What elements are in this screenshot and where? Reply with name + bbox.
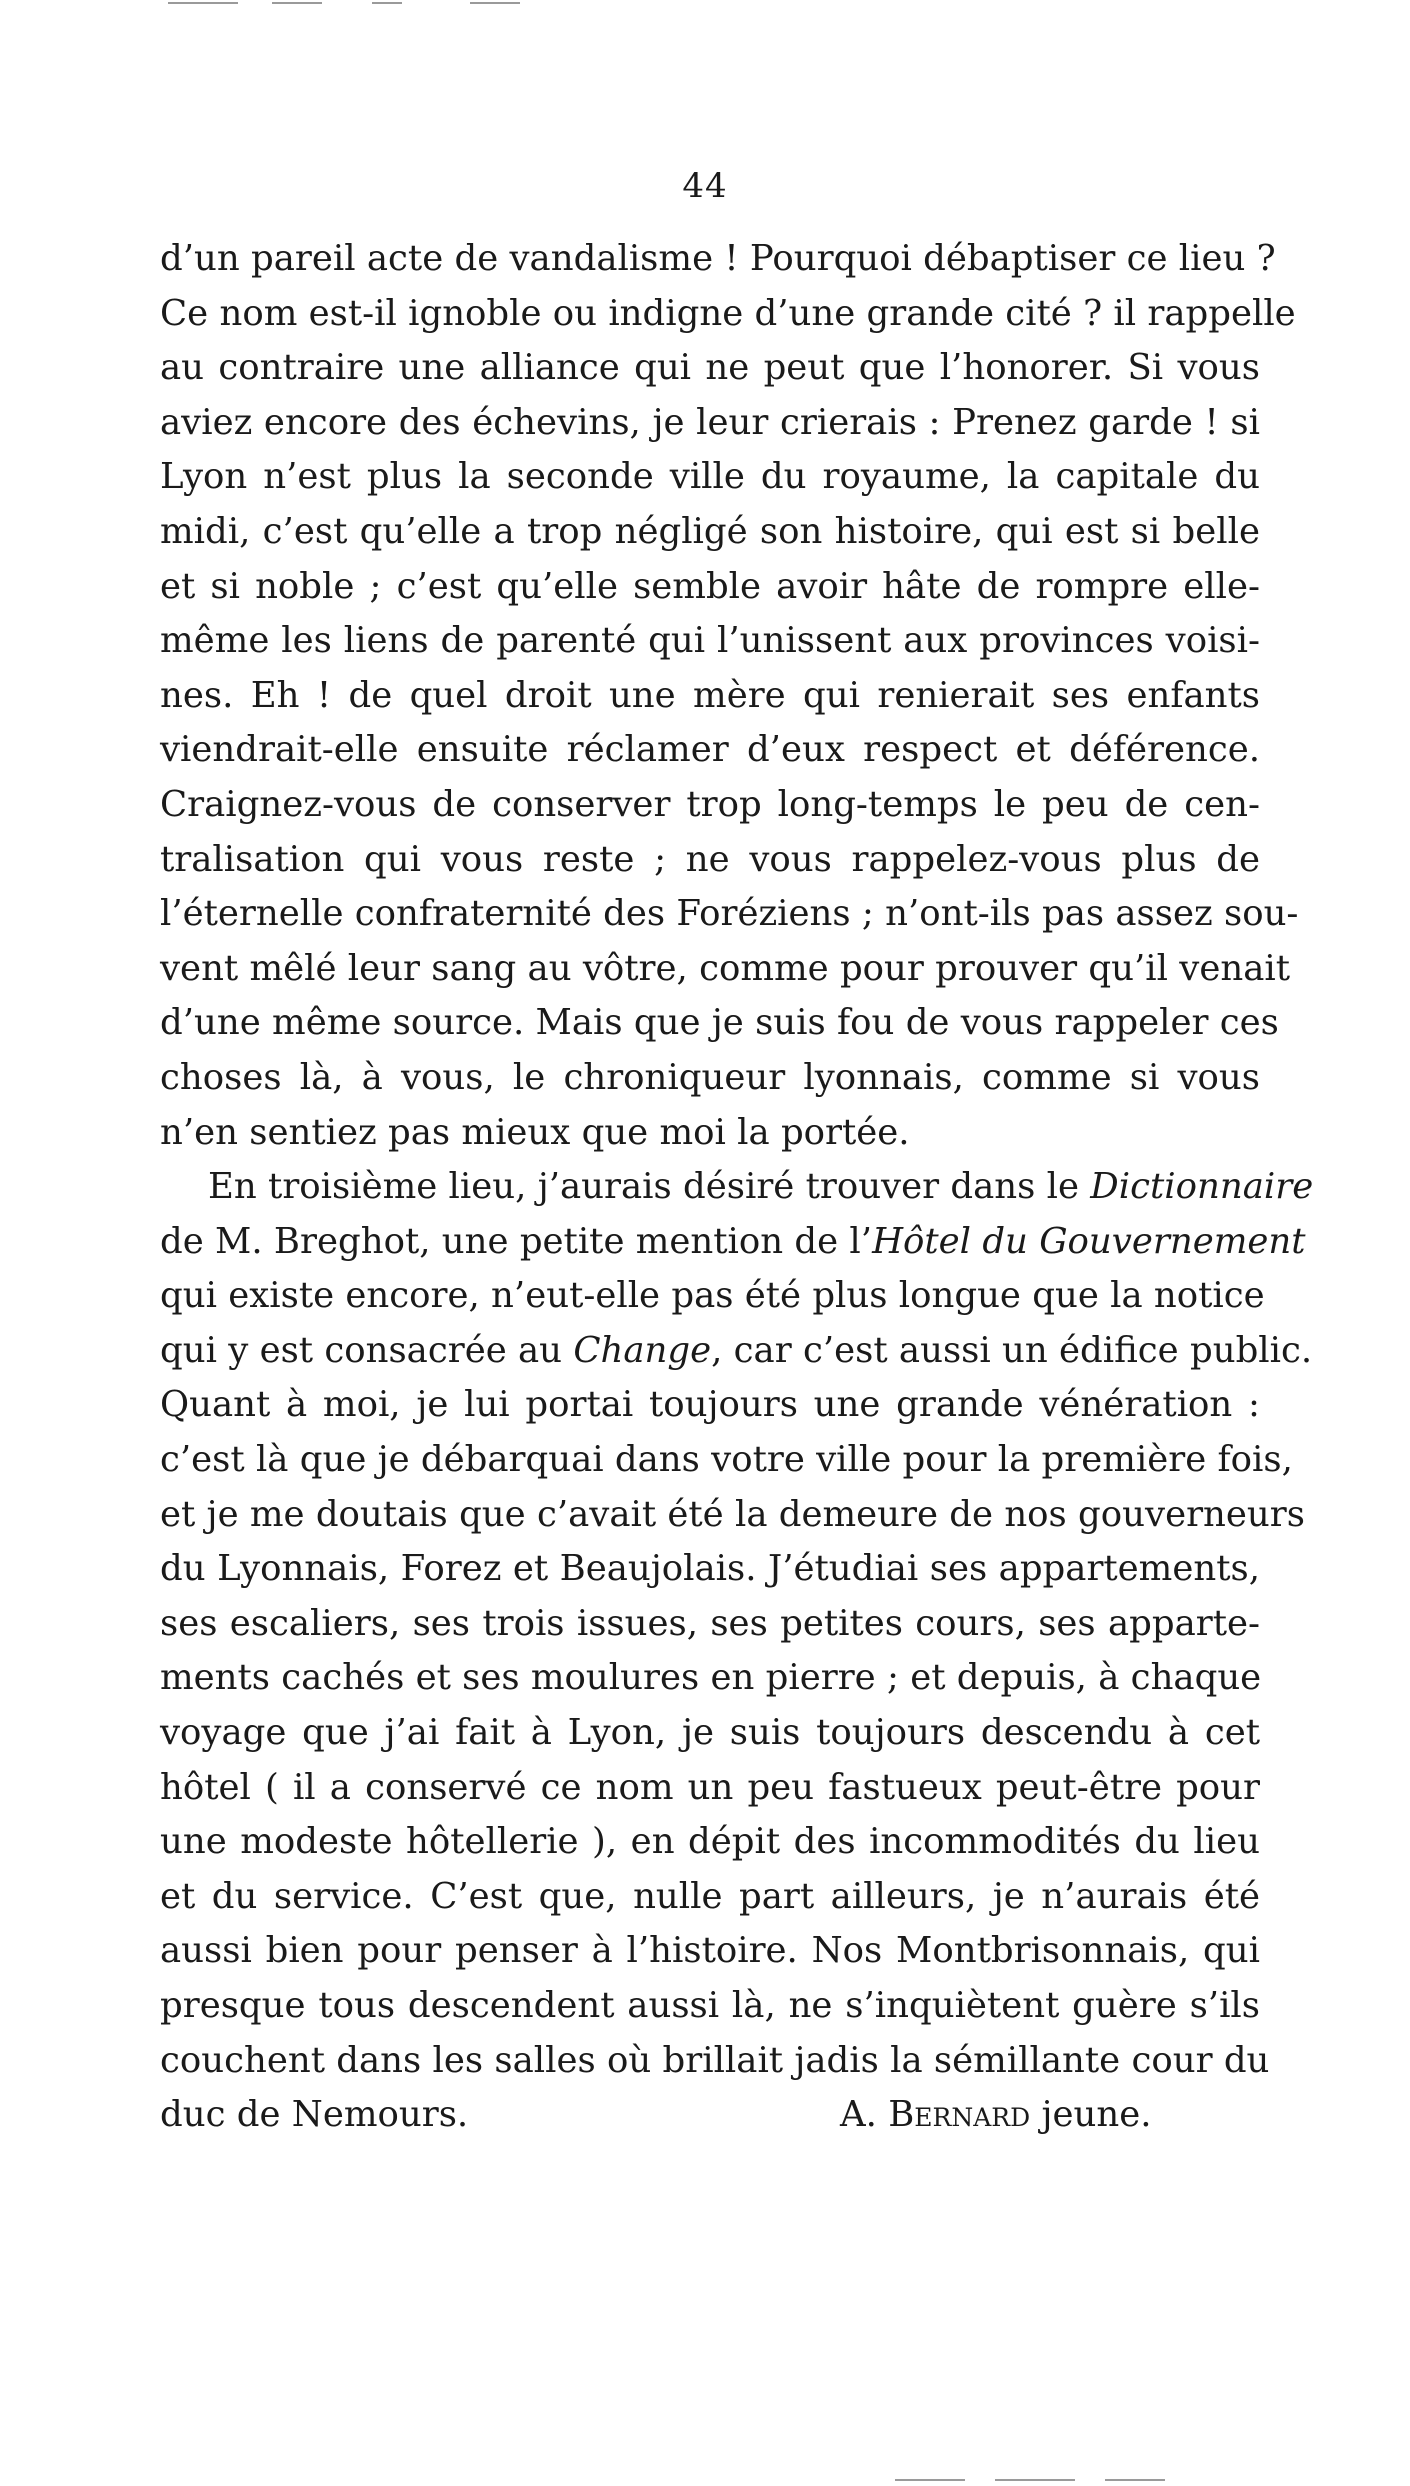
- text-line: viendrait-elle ensuite réclamer d’eux respect et déférence.: [160, 729, 1260, 771]
- hotel-name: Hôtel du Gouvernement: [872, 1220, 1306, 1262]
- text-line: [160, 1160, 1314, 1215]
- closing-line: [160, 2088, 1260, 2143]
- text-line: du Lyonnais, Forez et Beaujolais. J’étudiai ses appartements,: [160, 1548, 1260, 1590]
- text-line: qui existe encore, n’eut-elle pas été plus longue que la notice: [160, 1275, 1265, 1317]
- text-line: Ce nom est-il ignoble ou indigne d’une grande cité ? il rappelle: [160, 292, 1296, 334]
- body-text: [160, 232, 1314, 2143]
- text-line: presque tous descendent aussi là, ne s’inquiètent guère s’ils: [160, 1985, 1260, 2026]
- scan-edge-mark: [272, 2, 322, 4]
- scan-edge-mark: [1105, 2479, 1165, 2481]
- text-line: tralisation qui vous reste ; ne vous rappelez-vous plus de: [160, 838, 1260, 880]
- text-line: d’un pareil acte de vandalisme ! Pourquoi débaptiser ce lieu ?: [160, 238, 1276, 279]
- text-line: hôtel ( il a conservé ce nom un peu fastueux peut-être pour: [160, 1766, 1260, 1808]
- text-line: même les liens de parenté qui l’unissent aux provinces voisi-: [160, 620, 1260, 662]
- change-name: Change: [573, 1329, 712, 1371]
- scan-edge-mark: [372, 2, 402, 4]
- text-line: ments cachés et ses moulures en pierre ; et depuis, à chaque: [160, 1657, 1262, 1699]
- text-line: et si noble ; c’est qu’elle semble avoir hâte de rompre elle-: [160, 565, 1260, 607]
- text-line: d’une même source. Mais que je suis fou de vous rappeler ces: [160, 1002, 1279, 1044]
- text-line: l’éternelle confraternité des Foréziens ; n’ont-ils pas assez sou-: [160, 893, 1299, 935]
- text-line: midi, c’est qu’elle a trop négligé son histoire, qui est si belle: [160, 510, 1260, 552]
- page-number: 44: [682, 166, 728, 206]
- text-line: c’est là que je débarquai dans votre ville pour la première fois,: [160, 1439, 1293, 1481]
- text-line: choses là, à vous, le chroniqueur lyonnais, comme si vous: [160, 1056, 1260, 1098]
- text-line: [160, 1215, 1306, 1270]
- text-line: voyage que j’ai fait à Lyon, je suis toujours descendu à cet: [160, 1712, 1260, 1754]
- signature-initial: A.: [840, 2094, 877, 2136]
- scan-edge-mark: [168, 2, 238, 4]
- text-line: et du service. C’est que, nulle part ailleurs, je n’aurais été: [160, 1875, 1260, 1917]
- text-line: [160, 1324, 1313, 1379]
- text-span: En troisième lieu, j’aurais désiré trouver dans le: [208, 1166, 1091, 1208]
- text-line: Craignez-vous de conserver trop long-temps le peu de cen-: [160, 783, 1260, 825]
- text-line: couchent dans les salles où brillait jadis la sémillante cour du: [160, 2039, 1270, 2081]
- text-span: duc de Nemours.: [160, 2094, 469, 2136]
- text-line: et je me doutais que c’avait été la demeure de nos gouverneurs: [160, 1493, 1305, 1535]
- author-signature: [840, 2088, 1152, 2143]
- text-line: au contraire une alliance qui ne peut que l’honorer. Si vous: [160, 347, 1260, 389]
- dictionnaire-title: Dictionnaire: [1090, 1166, 1314, 1208]
- scan-edge-mark: [895, 2479, 965, 2481]
- text-span: de M. Breghot, une petite mention de l’: [160, 1220, 873, 1262]
- text-line: vent mêlé leur sang au vôtre, comme pour prouver qu’il venait: [160, 947, 1291, 989]
- signature-suffix: jeune.: [1041, 2094, 1152, 2136]
- text-line: Quant à moi, je lui portai toujours une grande vénération :: [160, 1384, 1260, 1426]
- scan-edge-mark: [470, 2, 520, 4]
- text-span: qui y est consacrée au: [160, 1329, 574, 1371]
- signature-surname: Bernard: [888, 2094, 1031, 2136]
- text-line: une modeste hôtellerie ), en dépit des incommodités du lieu: [160, 1821, 1260, 1863]
- text-line: Lyon n’est plus la seconde ville du royaume, la capitale du: [160, 456, 1260, 498]
- text-line: n’en sentiez pas mieux que moi la portée.: [160, 1111, 910, 1153]
- scan-edge-mark: [995, 2479, 1075, 2481]
- paragraph-1: [160, 232, 1299, 1160]
- text-line: ses escaliers, ses trois issues, ses petites cours, ses apparte-: [160, 1602, 1260, 1644]
- text-line: aviez encore des échevins, je leur crierais : Prenez garde ! si: [160, 401, 1260, 443]
- text-line: nes. Eh ! de quel droit une mère qui renierait ses enfants: [160, 674, 1260, 716]
- paragraph-2: [160, 1160, 1314, 2143]
- text-line: aussi bien pour penser à l’histoire. Nos Montbrisonnais, qui: [160, 1930, 1260, 1972]
- text-span: , car c’est aussi un édifice public.: [711, 1329, 1313, 1371]
